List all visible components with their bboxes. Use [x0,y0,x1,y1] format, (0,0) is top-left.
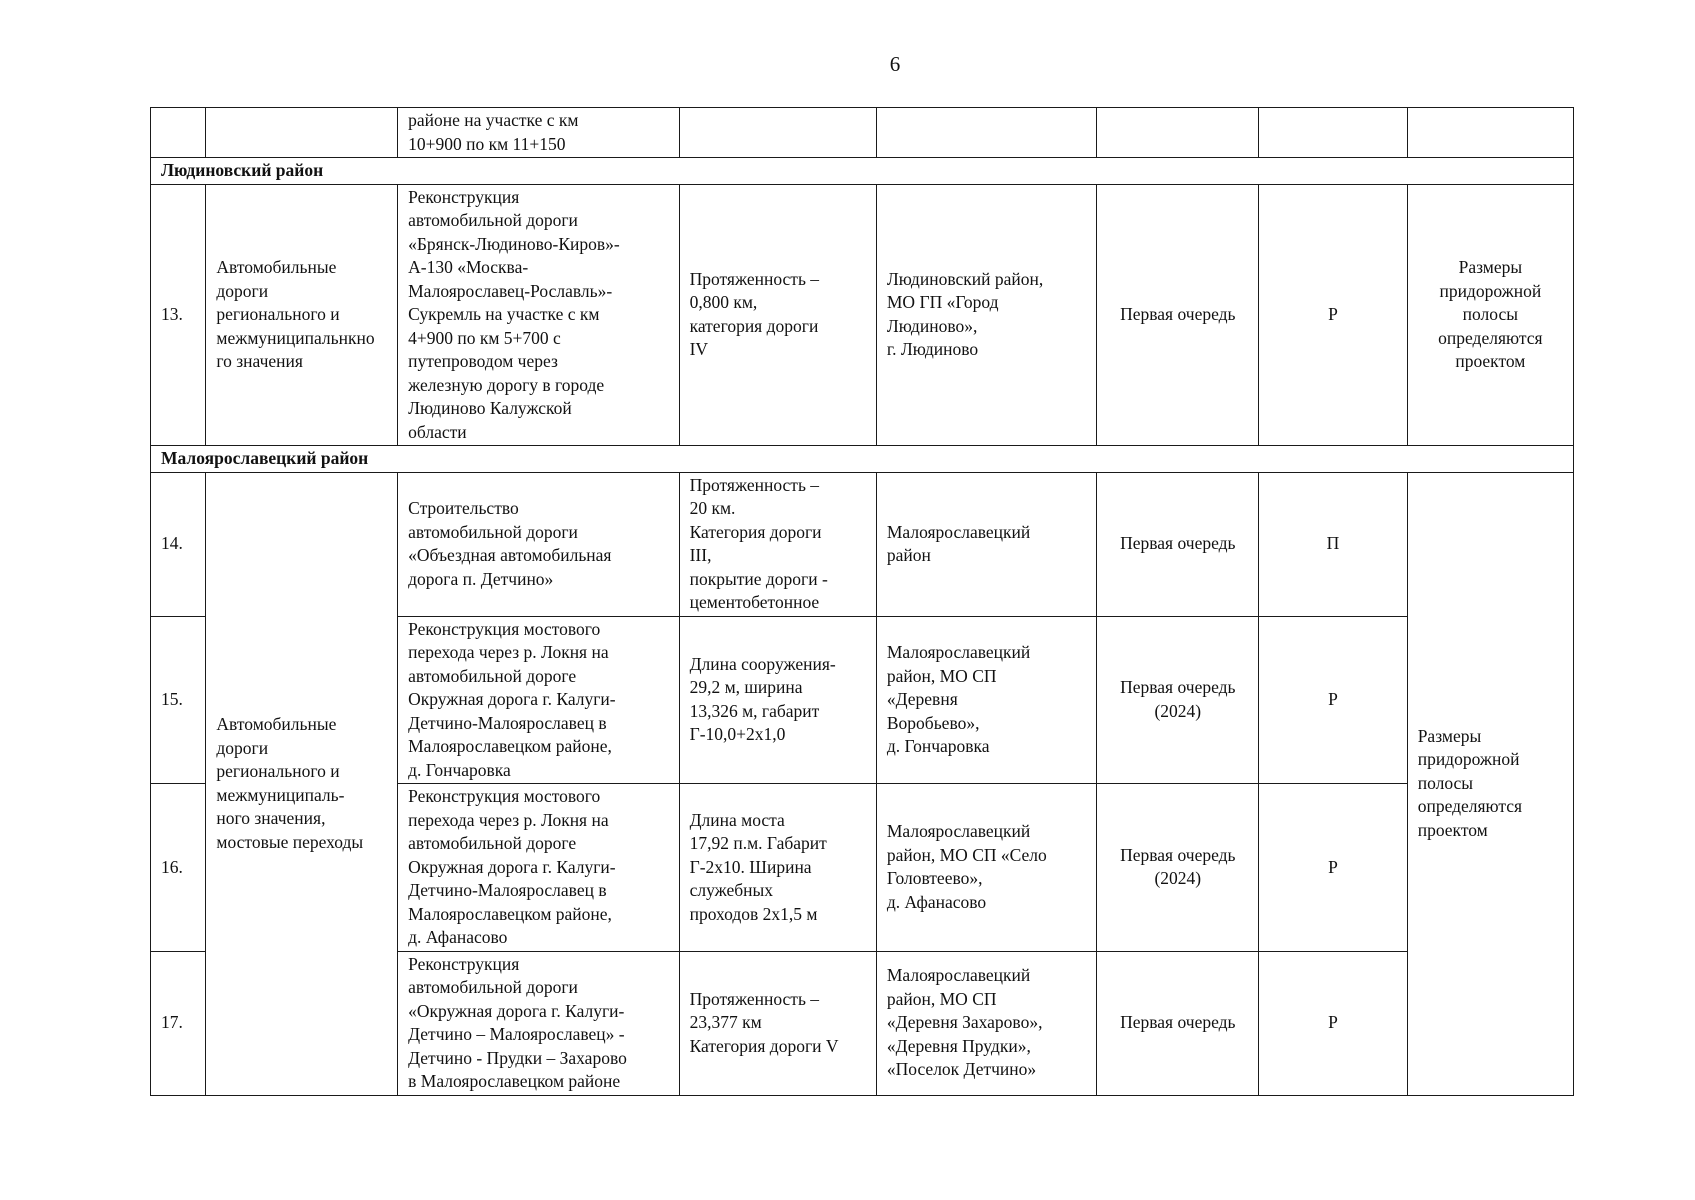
cell-status: Р [1259,616,1408,784]
cell-location: Малоярославецкий район, МО СП «Деревня Воробьево», д. Гончаровка [876,616,1097,784]
road-projects-table [150,107,1574,1096]
table-row-continuation [151,108,1574,158]
cell-name: Реконструкция мостового перехода через р. Локня на автомобильной дороге Окружная дорога г. Калуги- Детчино-Малоярославец в Малоярославецком районе, д. Афанасово [398,784,679,952]
cell-num: 16. [151,784,206,952]
cell-status: Р [1259,951,1408,1095]
cell-status: П [1259,472,1408,616]
table-row [151,184,1574,446]
cell-stage: Первая очередь (2024) [1097,616,1259,784]
page-number: 6 [889,52,901,76]
cell-num [151,108,206,158]
district-row-maloyaroslavets [151,446,1574,473]
cell-characteristics: Протяженность – 20 км. Категория дороги III, покрытие дороги - цементобетонное [679,472,876,616]
cell-stage: Первая очередь [1097,951,1259,1095]
cell-stage: Первая очередь [1097,472,1259,616]
cell-type [206,108,398,158]
cell-location: Людиновский район, МО ГП «Город Людиново», г. Людиново [876,184,1097,446]
district-title: Малоярославецкий район [151,446,1574,473]
cell-note-merged: Размеры придорожной полосы определяются проектом [1407,472,1573,1095]
cell-characteristics [679,108,876,158]
cell-characteristics: Длина моста 17,92 п.м. Габарит Г-2х10. Ширина служебных проходов 2х1,5 м [679,784,876,952]
cell-stage [1097,108,1259,158]
cell-stage: Первая очередь (2024) [1097,784,1259,952]
cell-location [876,108,1097,158]
cell-type: Автомобильные дороги регионального и межмуниципальнкно го значения [206,184,398,446]
cell-location: Малоярославецкий район [876,472,1097,616]
cell-name: Реконструкция мостового перехода через р. Локня на автомобильной дороге Окружная дорога г. Калуги- Детчино-Малоярославец в Малоярославецком районе, д. Гончаровка [398,616,679,784]
cell-characteristics: Протяженность – 23,377 км Категория дороги V [679,951,876,1095]
cell-num: 13. [151,184,206,446]
cell-location: Малоярославецкий район, МО СП «Село Головтеево», д. Афанасово [876,784,1097,952]
cell-num: 17. [151,951,206,1095]
cell-name: Реконструкция автомобильной дороги «Окружная дорога г. Калуги- Детчино – Малоярославец» - Детчино - Прудки – Захарово в Малоярославецком районе [398,951,679,1095]
cell-stage: Первая очередь [1097,184,1259,446]
cell-name: Реконструкция автомобильной дороги «Брянск-Людиново-Киров»- А-130 «Москва- Малоярославец-Рославль»- Сукремль на участке с км 4+900 по км 5+700 с путепроводом через железную дорогу в городе Людиново Калужской области [398,184,679,446]
cell-name: районе на участке с км 10+900 по км 11+150 [398,108,679,158]
cell-num: 15. [151,616,206,784]
cell-note: Размеры придорожной полосы определяются проектом [1407,184,1573,446]
cell-characteristics: Протяженность – 0,800 км, категория дороги IV [679,184,876,446]
cell-note [1407,108,1573,158]
cell-type-merged: Автомобильные дороги регионального и межмуниципаль- ного значения, мостовые переходы [206,472,398,1095]
cell-status [1259,108,1408,158]
cell-characteristics: Длина сооружения- 29,2 м, ширина 13,326 м, габарит Г-10,0+2х1,0 [679,616,876,784]
table-row [151,472,1574,616]
cell-status: Р [1259,184,1408,446]
cell-location: Малоярославецкий район, МО СП «Деревня Захарово», «Деревня Прудки», «Поселок Детчино» [876,951,1097,1095]
district-title: Людиновский район [151,158,1574,185]
district-row-lyudinovo [151,158,1574,185]
cell-num: 14. [151,472,206,616]
cell-name: Строительство автомобильной дороги «Объездная автомобильная дорога п. Детчино» [398,472,679,616]
cell-status: Р [1259,784,1408,952]
